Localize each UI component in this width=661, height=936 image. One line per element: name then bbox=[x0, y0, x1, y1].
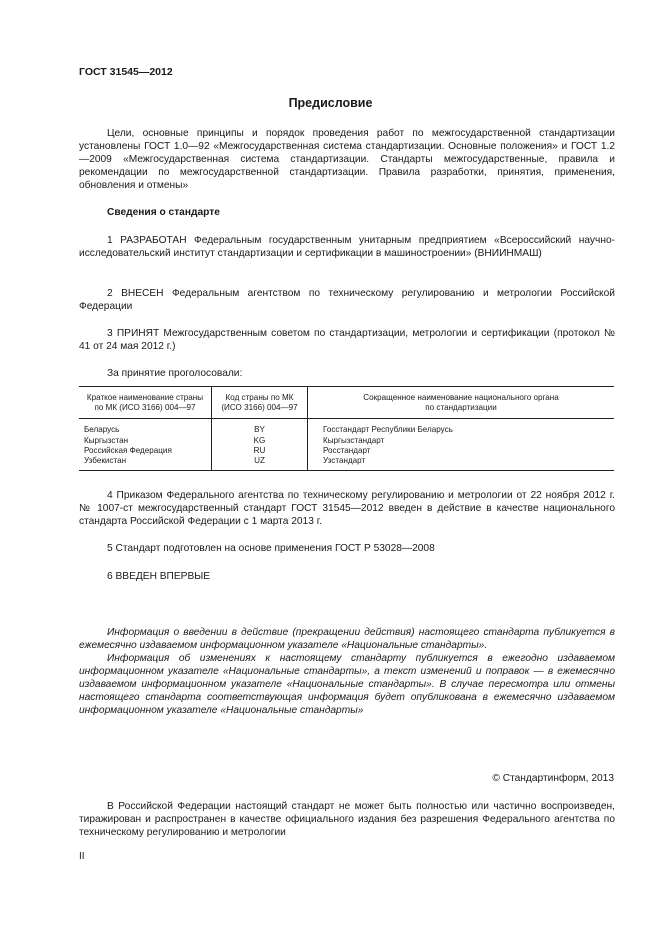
table-row bbox=[79, 436, 614, 446]
header-code: Код страны по МК (ИСО 3166) 004—97 bbox=[212, 387, 308, 419]
code-cell: RU bbox=[212, 446, 308, 456]
header-country: Краткое наименование страны по МК (ИСО 3166) 004—97 bbox=[79, 387, 212, 419]
country-cell: Беларусь bbox=[84, 425, 120, 435]
notice-paragraph-changes: Информация об изменениях к настоящему стандарту публикуется в ежегодно издаваемом информационном указателе «Национальные стандарты», а текст изменений и поправок — в ежемесячно издаваемом информационном указателе «Национальные стандарты». В случае пересмотра или отмены настоящего стандарта соответствующая информация будет опубликована в ежемесячно издаваемом информационном указателе «Национальные стандарты» bbox=[79, 653, 615, 716]
body-cell: Госстандарт Республики Беларусь bbox=[308, 419, 615, 436]
notice-paragraph-introduction: Информация о введении в действие (прекращении действия) настоящего стандарта публикуется в ежемесячно издаваемом информационном указателе «Национальные стандарты». bbox=[79, 627, 615, 651]
section-title: Предисловие bbox=[288, 96, 373, 110]
country-cell: Кыргызстан bbox=[84, 435, 129, 445]
copyright-line: © Стандартинформ, 2013 bbox=[492, 773, 614, 784]
page-number: II bbox=[79, 851, 85, 862]
voted-label: За принятие проголосовали: bbox=[107, 368, 243, 379]
country-cell: Узбекистан bbox=[79, 456, 212, 471]
country-cell: Российская Федерация bbox=[84, 445, 172, 455]
table-row bbox=[79, 456, 614, 471]
body-cell: Росстандарт bbox=[308, 446, 615, 456]
rights-paragraph: В Российской Федерации настоящий стандарт не может быть полностью или частично воспроизведен, тиражирован и распространен в качестве официального издания без разрешения Федерального агентства по техническому регулированию и метрологии bbox=[79, 801, 615, 838]
body-cell: Кыргызстандарт bbox=[308, 436, 615, 446]
body-cell: Узстандарт bbox=[308, 456, 615, 471]
table-header-row bbox=[79, 387, 614, 419]
item-order: 4 Приказом Федерального агентства по техническому регулированию и метрологии от 22 ноября 2012 г. № 1007-ст межгосударственный стандарт ГОСТ 31545—2012 введен в действие в качестве национального стандарта Российской Федерации с 1 марта 2013 г. bbox=[79, 490, 615, 527]
code-cell: UZ bbox=[212, 456, 308, 471]
voting-table bbox=[79, 386, 614, 471]
table-row bbox=[79, 419, 614, 436]
item-adopted: 3 ПРИНЯТ Межгосударственным советом по стандартизации, метрологии и сертификации (протокол № 41 от 24 мая 2012 г.) bbox=[79, 328, 615, 352]
table-row bbox=[79, 446, 614, 456]
item-developed: 1 РАЗРАБОТАН Федеральным государственным унитарным предприятием «Всероссийский научно-исследовательский институт стандартизации и сертификации в машиностроении» (ВНИИНМАШ) bbox=[79, 235, 615, 259]
document-code-header: ГОСТ 31545—2012 bbox=[79, 66, 173, 78]
item-introduced: 2 ВНЕСЕН Федеральным агентством по техническому регулированию и метрологии Российской Федерации bbox=[79, 288, 615, 312]
header-body: Сокращенное наименование национального органа по стандартизации bbox=[308, 387, 615, 419]
code-cell: BY bbox=[212, 419, 308, 436]
item-prepared: 5 Стандарт подготовлен на основе применения ГОСТ Р 53028—2008 bbox=[107, 543, 435, 554]
intro-paragraph: Цели, основные принципы и порядок проведения работ по межгосударственной стандартизации установлены ГОСТ 1.0—92 «Межгосударственная система стандартизации. Основные положения» и ГОСТ 1.2—2009 «Межгосударственная система стандартизации. Стандарты межгосударственные, правила и рекомендации по межгосударственной стандартизации. Правила разработки, принятия, применения, обновления и отмены» bbox=[79, 128, 615, 191]
item-first-introduced: 6 ВВЕДЕН ВПЕРВЫЕ bbox=[107, 571, 211, 582]
info-heading: Сведения о стандарте bbox=[107, 207, 220, 218]
code-cell: KG bbox=[212, 436, 308, 446]
